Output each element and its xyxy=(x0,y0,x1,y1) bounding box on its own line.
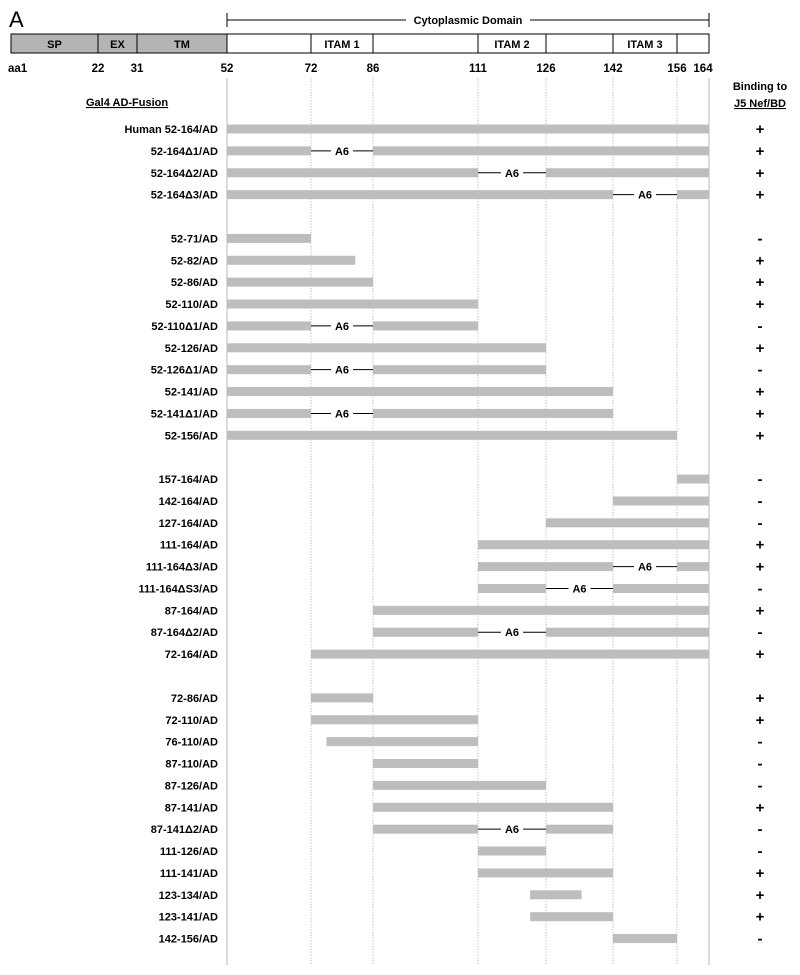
construct-row xyxy=(165,384,765,401)
binding-result: + xyxy=(755,339,765,357)
position-label: 164 xyxy=(693,63,713,75)
construct-label: 72-164/AD xyxy=(164,649,218,662)
position-axis xyxy=(8,63,713,75)
binding-result: - xyxy=(757,580,763,598)
construct-label: 52-141Δ1/AD xyxy=(150,408,218,421)
construct-label: 87-141/AD xyxy=(164,802,218,815)
construct-row xyxy=(165,777,763,794)
construct-label: 52-110Δ1/AD xyxy=(151,320,218,333)
construct-label: 87-164/AD xyxy=(164,605,218,618)
construct-row xyxy=(151,821,763,838)
construct-bar xyxy=(227,365,311,374)
construct-bar xyxy=(227,409,311,418)
construct-row xyxy=(165,799,765,816)
construct-row xyxy=(159,493,763,510)
construct-row xyxy=(165,646,765,663)
construct-bar xyxy=(373,628,478,637)
construct-bar xyxy=(546,518,709,527)
construct-bar xyxy=(478,868,613,877)
position-label: 86 xyxy=(366,63,380,75)
construct-row xyxy=(151,405,765,422)
construct-bar xyxy=(227,343,546,352)
construct-row xyxy=(146,559,765,576)
binding-result: + xyxy=(755,558,765,576)
binding-result: - xyxy=(757,843,763,861)
construct-row xyxy=(151,165,765,182)
construct-label: 52-141/AD xyxy=(164,386,218,399)
construct-bar xyxy=(373,803,613,812)
construct-row xyxy=(159,909,765,926)
position-label: 52 xyxy=(220,63,234,75)
position-label: 31 xyxy=(130,63,144,75)
binding-result: + xyxy=(755,908,765,926)
segment-label: ITAM 3 xyxy=(627,39,663,51)
binding-header-line2: J5 Nef/BD xyxy=(734,98,786,110)
construct-label: 87-110/AD xyxy=(165,758,218,771)
binding-result: - xyxy=(757,777,763,795)
construct-label: 111-164Δ3/AD xyxy=(145,561,218,574)
position-label: 72 xyxy=(304,63,318,75)
construct-row xyxy=(165,340,765,357)
construct-bar xyxy=(227,300,478,309)
binding-result: + xyxy=(755,121,765,138)
binding-result: - xyxy=(757,317,763,335)
construct-row xyxy=(151,318,762,335)
construct-label: 87-141Δ2/AD xyxy=(150,824,218,837)
construct-bar xyxy=(227,190,613,199)
construct-row xyxy=(151,624,763,641)
binding-result: + xyxy=(755,296,765,314)
binding-result: + xyxy=(755,383,765,401)
construct-label: 142-156/AD xyxy=(158,933,218,946)
construct-row xyxy=(171,690,765,707)
construct-label: 157-164/AD xyxy=(158,474,218,487)
construct-bar xyxy=(327,737,479,746)
binding-result: - xyxy=(757,230,763,248)
construct-bar xyxy=(311,715,478,724)
binding-result: + xyxy=(755,186,765,204)
construct-bar xyxy=(227,321,311,330)
construct-label: 52-164Δ3/AD xyxy=(150,189,218,202)
construct-label: 52-71/AD xyxy=(170,233,218,246)
binding-result: - xyxy=(757,361,763,379)
construct-label: Human 52-164/AD xyxy=(124,124,218,136)
construct-label: 52-82/AD xyxy=(170,255,218,268)
deletion-label: A6 xyxy=(334,145,350,158)
construct-bar xyxy=(373,781,546,790)
construct-bar xyxy=(546,628,709,637)
binding-result: + xyxy=(755,646,765,664)
binding-result: + xyxy=(755,252,765,270)
construct-label: 52-126Δ1/AD xyxy=(150,364,218,377)
construct-label: 52-164Δ2/AD xyxy=(150,167,218,180)
construct-label: 111-126/AD xyxy=(159,846,218,859)
construct-bar xyxy=(227,431,677,440)
construct-bar xyxy=(530,912,613,921)
binding-header-line1: Binding to xyxy=(732,81,788,93)
segment-label: ITAM 2 xyxy=(494,39,530,51)
binding-result: + xyxy=(755,799,765,817)
segment-label: ITAM 1 xyxy=(324,39,360,51)
binding-result: - xyxy=(757,471,763,489)
segment-label: TM xyxy=(174,39,190,51)
construct-row xyxy=(151,143,765,160)
construct-row xyxy=(165,734,762,751)
construct-label: 123-141/AD xyxy=(158,911,218,924)
construct-row xyxy=(159,515,763,532)
construct-bar xyxy=(546,168,709,177)
construct-label: 52-86/AD xyxy=(170,277,218,290)
construct-bar xyxy=(478,584,546,593)
binding-result: + xyxy=(755,602,765,620)
construct-row xyxy=(165,427,765,444)
construct-bar xyxy=(311,693,373,702)
segment-label: EX xyxy=(110,39,125,51)
deletion-label: A6 xyxy=(504,627,520,640)
construct-bar xyxy=(227,234,311,243)
construct-row xyxy=(171,252,765,269)
construct-bar xyxy=(227,168,478,177)
segment-label: SP xyxy=(47,39,62,51)
construct-label: 111-164ΔS3/AD xyxy=(138,583,218,596)
construct-row xyxy=(171,274,765,291)
construct-row xyxy=(165,712,764,729)
construct-bar xyxy=(227,387,613,396)
binding-result: + xyxy=(755,536,765,554)
position-label: 142 xyxy=(603,63,623,75)
deletion-label: A6 xyxy=(334,364,350,377)
construct-row xyxy=(160,537,765,554)
binding-result: + xyxy=(755,164,765,182)
construct-label: 72-86/AD xyxy=(170,692,218,705)
construct-row xyxy=(139,580,763,597)
construct-label: 52-110/AD xyxy=(165,299,218,312)
position-label: 111 xyxy=(469,63,487,75)
construct-row xyxy=(165,756,762,773)
binding-result: + xyxy=(755,142,765,160)
construct-label: 111-164/AD xyxy=(159,539,218,552)
construct-bar xyxy=(546,825,613,834)
construct-bar xyxy=(613,934,677,943)
construct-label: 52-164Δ1/AD xyxy=(150,145,218,158)
domain-header: Cytoplasmic Domain xyxy=(413,15,523,27)
position-label: 126 xyxy=(536,63,556,75)
construct-bar xyxy=(677,475,709,484)
construct-bar xyxy=(373,606,709,615)
column-headers xyxy=(86,81,787,110)
binding-result: + xyxy=(755,864,765,882)
binding-result: + xyxy=(755,711,765,729)
construct-label: 87-126/AD xyxy=(164,780,218,793)
construct-row xyxy=(165,602,765,619)
construct-bar xyxy=(227,278,373,287)
deletion-label: A6 xyxy=(334,320,350,333)
construct-rows xyxy=(124,121,764,948)
binding-result: - xyxy=(757,624,763,642)
construct-label: 142-164/AD xyxy=(158,495,218,508)
construct-label: 123-134/AD xyxy=(158,889,218,902)
construct-bar xyxy=(478,562,613,571)
construct-row xyxy=(165,296,764,313)
position-label: 156 xyxy=(667,63,687,75)
construct-row xyxy=(151,187,765,204)
binding-result: + xyxy=(755,427,765,445)
construct-row xyxy=(171,230,763,247)
construct-label: 76-110/AD xyxy=(165,736,218,749)
construct-bar xyxy=(613,584,709,593)
construct-label: 127-164/AD xyxy=(158,517,218,530)
deletion-label: A6 xyxy=(637,561,653,574)
construct-row xyxy=(124,121,764,138)
binding-result: - xyxy=(757,733,763,751)
construct-label: 52-156/AD xyxy=(164,430,218,443)
construct-bar xyxy=(478,540,709,549)
construct-bar xyxy=(227,125,709,134)
construct-row xyxy=(159,931,763,948)
construct-label: 87-164Δ2/AD xyxy=(150,627,218,640)
deletion-label: A6 xyxy=(504,167,520,180)
construct-bar xyxy=(373,365,546,374)
construct-bar xyxy=(530,890,581,899)
construct-row xyxy=(160,865,765,882)
construct-row xyxy=(160,843,763,860)
construct-bar xyxy=(373,759,478,768)
construct-label: 111-141/AD xyxy=(159,867,218,880)
binding-result: + xyxy=(755,886,765,904)
construct-row xyxy=(159,887,765,904)
construct-bar xyxy=(373,146,709,155)
construct-bar xyxy=(311,650,709,659)
construct-bar xyxy=(373,825,478,834)
construct-bar xyxy=(227,146,311,155)
binding-result: + xyxy=(755,405,765,423)
binding-result: - xyxy=(757,492,763,510)
construct-row xyxy=(159,471,763,488)
deletion-label: A6 xyxy=(637,189,653,202)
deletion-label: A6 xyxy=(572,583,587,596)
binding-result: - xyxy=(757,930,763,948)
binding-result: + xyxy=(755,274,765,292)
position-label: aa1 xyxy=(8,63,28,75)
construct-bar xyxy=(677,562,709,571)
construct-bar xyxy=(373,321,478,330)
protein-domain-map xyxy=(11,34,709,53)
construct-bar xyxy=(373,409,613,418)
binding-result: + xyxy=(755,689,765,707)
deletion-label: A6 xyxy=(504,824,520,837)
construct-label: 52-126/AD xyxy=(164,342,218,355)
panel-label: A xyxy=(9,7,24,32)
binding-result: - xyxy=(757,821,763,839)
construct-label: 72-110/AD xyxy=(165,714,218,727)
construct-bar xyxy=(677,190,709,199)
fusion-header: Gal4 AD-Fusion xyxy=(86,97,169,109)
construct-bar xyxy=(227,256,355,265)
construct-bar xyxy=(613,496,709,505)
construct-bar xyxy=(478,847,546,856)
domain-bracket xyxy=(227,13,709,27)
binding-result: - xyxy=(757,755,763,773)
binding-result: - xyxy=(757,514,763,532)
construct-row xyxy=(151,362,763,379)
position-label: 22 xyxy=(91,63,105,75)
deletion-label: A6 xyxy=(334,408,350,421)
